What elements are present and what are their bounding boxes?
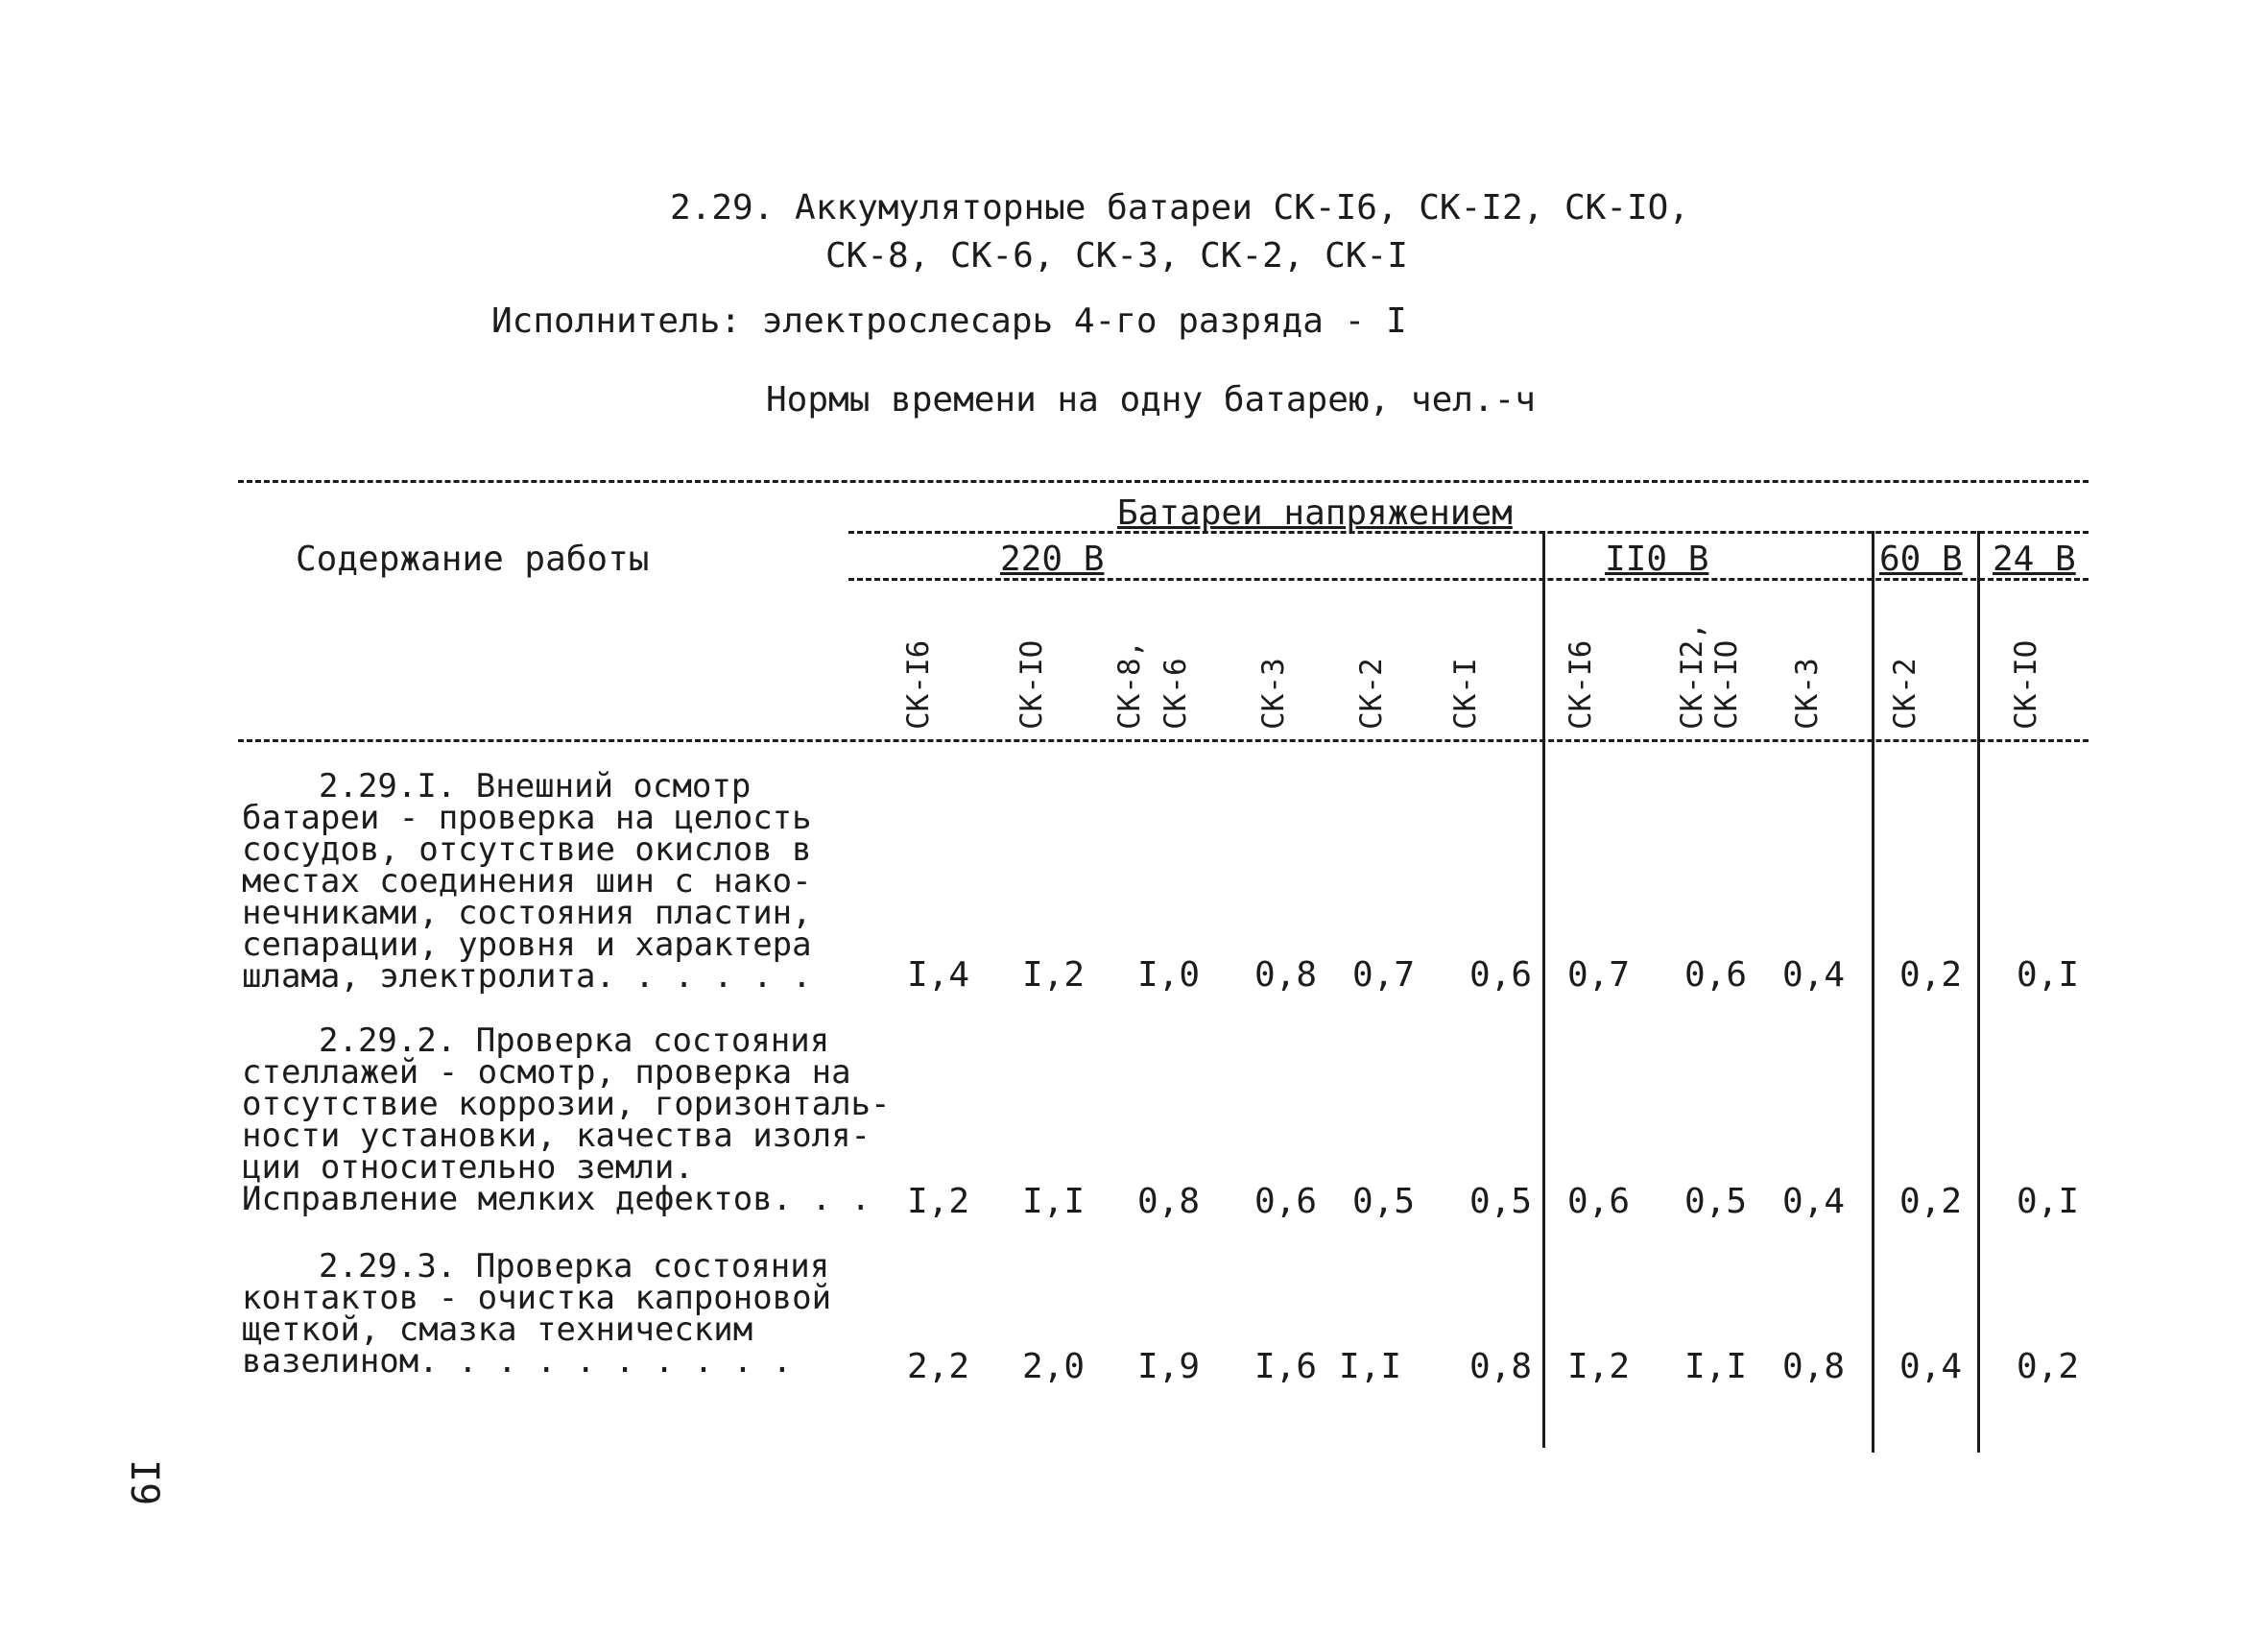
row-2-value: 0,6 bbox=[1253, 1182, 1317, 1221]
separator-60v bbox=[1872, 531, 1874, 1453]
row-3-value: I,2 bbox=[1566, 1347, 1630, 1386]
separator-24v bbox=[1977, 531, 1980, 1453]
table-row-1-text bbox=[242, 767, 895, 996]
row-2-value: 0,6 bbox=[1566, 1182, 1630, 1221]
row-1-value: 0,I bbox=[2016, 955, 2079, 995]
col-header-110-sk10: СК-IO bbox=[1709, 639, 1744, 730]
page-number: I9 bbox=[122, 1459, 166, 1506]
col-header-220-sk16: СК-I6 bbox=[901, 639, 936, 730]
row-2-description: стеллажей - осмотр, проверка на отсутствие коррозии, горизонталь- ности установки, качества изоля- ции относительно земли. Исправление мелких дефектов. . . bbox=[242, 1053, 891, 1218]
table-row-2-text bbox=[242, 1021, 895, 1218]
row-3-value: 2,0 bbox=[1021, 1347, 1085, 1386]
column-header-work: Содержание работы bbox=[296, 540, 650, 579]
row-1-value: I,0 bbox=[1136, 955, 1200, 995]
row-3-value: 0,8 bbox=[1781, 1347, 1845, 1386]
col-header-220-sk8: СК-8, bbox=[1112, 639, 1147, 730]
header-bottom-rule bbox=[238, 739, 2089, 742]
row-2-value: 0,5 bbox=[1351, 1182, 1415, 1221]
row-3-value: 0,4 bbox=[1898, 1347, 1962, 1386]
group-header-voltage: Батареи напряжением bbox=[1117, 493, 1513, 533]
row-3-value: 2,2 bbox=[906, 1347, 969, 1386]
voltage-220: 220 В bbox=[1000, 540, 1105, 579]
row-3-value: I,I bbox=[1683, 1347, 1747, 1386]
row-1-value: I,2 bbox=[1021, 955, 1085, 995]
col-header-220-sk1: СК-I bbox=[1448, 658, 1483, 730]
section-title-line1: 2.29. Аккумуляторные батареи СК-I6, СК-I2, СК-IO, bbox=[670, 188, 1690, 228]
row-2-value: I,2 bbox=[906, 1182, 969, 1221]
col-header-110-sk3: СК-3 bbox=[1790, 658, 1825, 730]
row-2-number: 2.29.2. Проверка состояния bbox=[319, 1021, 830, 1060]
col-header-60-sk2: СК-2 bbox=[1888, 658, 1922, 730]
voltage-60: 60 В bbox=[1879, 540, 1963, 579]
voltage-110: II0 В bbox=[1605, 540, 1709, 579]
row-2-value: 0,5 bbox=[1468, 1182, 1532, 1221]
col-header-220-sk2: СК-2 bbox=[1354, 658, 1389, 730]
voltage-24: 24 В bbox=[1993, 540, 2076, 579]
row-3-number: 2.29.3. Проверка состояния bbox=[319, 1247, 830, 1286]
row-1-number: 2.29.I. Внешний осмотр bbox=[319, 767, 752, 805]
separator-110v bbox=[1542, 531, 1545, 1448]
section-title-line2: СК-8, СК-6, СК-3, СК-2, СК-I bbox=[825, 236, 1408, 276]
row-2-value: I,I bbox=[1021, 1182, 1085, 1221]
row-1-value: 0,4 bbox=[1781, 955, 1845, 995]
row-3-value: I,9 bbox=[1136, 1347, 1200, 1386]
row-1-value: 0,7 bbox=[1566, 955, 1630, 995]
col-header-220-sk10: СК-IO bbox=[1015, 639, 1049, 730]
row-1-description: батареи - проверка на целость сосудов, отсутствие окислов в местах соединения шин с нако- нечниками, состояния пластин, сепарации, уровня и характера шлама, электролита. . . . . . bbox=[242, 799, 812, 996]
col-header-220-sk6: СК-6 bbox=[1158, 658, 1193, 730]
col-header-110-sk16: СК-I6 bbox=[1564, 639, 1598, 730]
row-1-value: 0,7 bbox=[1351, 955, 1415, 995]
executor-line: Исполнитель: электрослесарь 4-го разряда - I bbox=[491, 301, 1407, 341]
row-3-value: I,I bbox=[1338, 1347, 1401, 1386]
row-2-value: 0,2 bbox=[1898, 1182, 1962, 1221]
col-header-24-sk10: СК-IO bbox=[2009, 639, 2043, 730]
col-header-110-sk12: СК-I2, bbox=[1675, 622, 1709, 730]
row-2-value: 0,4 bbox=[1781, 1182, 1845, 1221]
row-1-value: 0,6 bbox=[1683, 955, 1747, 995]
row-3-value: I,6 bbox=[1253, 1347, 1317, 1386]
norms-caption: Нормы времени на одну батарею, чел.-ч bbox=[766, 380, 1536, 420]
row-1-value: 0,8 bbox=[1253, 955, 1317, 995]
row-2-value: 0,I bbox=[2016, 1182, 2079, 1221]
table-row-3-text bbox=[242, 1247, 895, 1381]
row-1-value: 0,6 bbox=[1468, 955, 1532, 995]
row-2-value: 0,8 bbox=[1136, 1182, 1200, 1221]
row-1-value: 0,2 bbox=[1898, 955, 1962, 995]
row-3-value: 0,8 bbox=[1468, 1347, 1532, 1386]
row-2-value: 0,5 bbox=[1683, 1182, 1747, 1221]
row-3-value: 0,2 bbox=[2016, 1347, 2079, 1386]
row-3-description: контактов - очистка капроновой щеткой, смазка техническим вазелином. . . . . . . . . . bbox=[242, 1279, 832, 1381]
table-top-rule bbox=[238, 480, 2089, 483]
col-header-220-sk3: СК-3 bbox=[1256, 658, 1291, 730]
row-1-value: I,4 bbox=[906, 955, 969, 995]
